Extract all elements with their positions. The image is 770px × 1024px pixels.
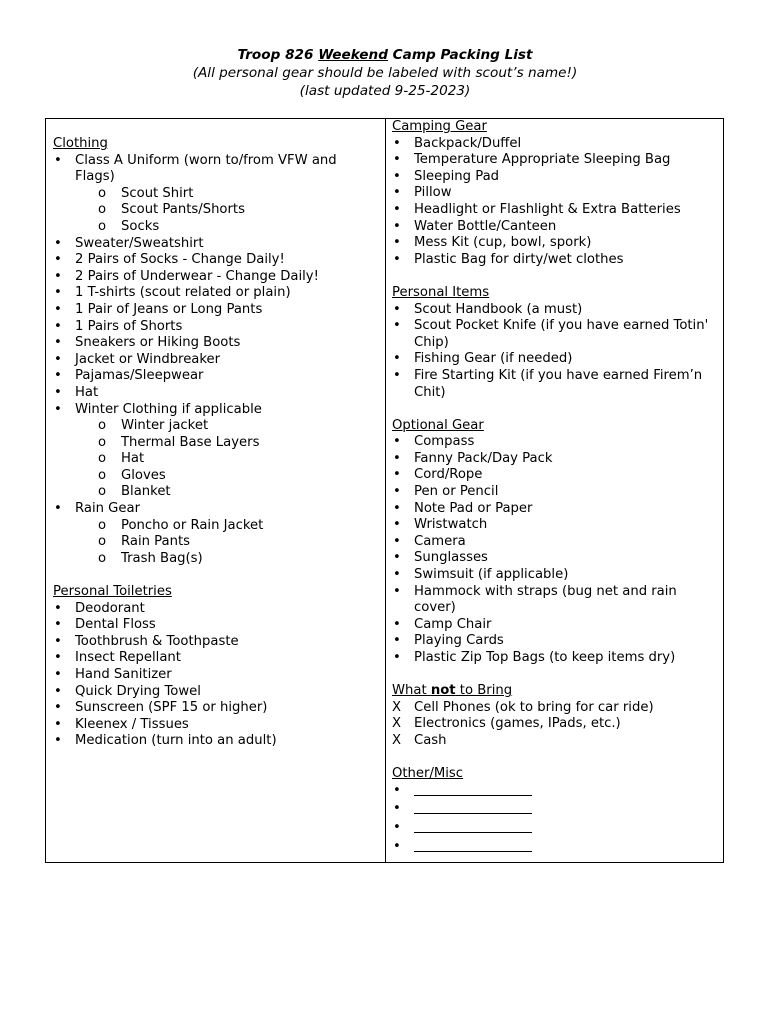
sub-list-item: o Winter jacket xyxy=(98,418,209,434)
other-misc-heading: Other/Misc xyxy=(392,766,464,782)
bullet-icon: • xyxy=(393,616,401,632)
bullet-icon: • xyxy=(54,700,62,716)
list-item: • Sunscreen (SPF 15 or higher) xyxy=(54,700,268,716)
circle-bullet-icon: o xyxy=(98,202,107,218)
list-item: • Pen or Pencil xyxy=(393,484,499,500)
bullet-icon: • xyxy=(54,368,62,384)
list-item: • Hand Sanitizer xyxy=(54,667,172,682)
document-title: Troop 826 Weekend Camp Packing List xyxy=(237,47,533,63)
blank-line xyxy=(414,839,532,852)
bullet-icon: • xyxy=(393,367,401,383)
list-item: • Winter Clothing if applicable xyxy=(54,401,262,417)
bullet-icon: • xyxy=(393,434,401,450)
labeling-note: (All personal gear should be labeled with scout’s name!) xyxy=(192,65,578,81)
bullet-icon: • xyxy=(54,501,62,517)
other-misc-section xyxy=(392,766,717,857)
list-item: • Scout Pocket Knife (if you have earned Totin' Chip) xyxy=(393,318,709,350)
list-item: • Plastic Zip Top Bags (to keep items dry) xyxy=(393,650,676,665)
personal-items-list xyxy=(392,302,717,402)
bullet-icon: • xyxy=(393,235,401,251)
list-item: X Cell Phones (ok to bring for car ride) xyxy=(392,699,654,715)
list-item: • Headlight or Flashlight & Extra Batteries xyxy=(393,201,681,217)
list-item: • Note Pad or Paper xyxy=(393,500,533,516)
list-item: • Pillow xyxy=(393,185,452,201)
list-item: • Pajamas/Sleepwear xyxy=(54,368,204,384)
camping-gear-list xyxy=(392,136,717,269)
bullet-icon: • xyxy=(393,567,401,583)
column-divider xyxy=(385,119,386,862)
x-mark-icon: X xyxy=(392,699,402,715)
bullet-icon: • xyxy=(393,301,401,317)
sub-list-item: o Trash Bag(s) xyxy=(98,550,203,566)
left-column xyxy=(53,136,378,750)
circle-bullet-icon: o xyxy=(98,517,107,533)
blank-line xyxy=(414,801,532,814)
list-item: • Temperature Appropriate Sleeping Bag xyxy=(393,152,671,168)
sub-list-item: o Socks xyxy=(98,218,160,234)
list-item: • 2 Pairs of Socks - Change Daily! xyxy=(54,252,285,268)
bullet-icon: • xyxy=(54,600,62,616)
sub-list-item: o Blanket xyxy=(98,484,171,500)
bullet-icon: • xyxy=(393,251,401,267)
bullet-icon: • xyxy=(54,617,62,633)
not-to-bring-section xyxy=(392,683,717,749)
list-item: • Hammock with straps (bug net and rain cover) xyxy=(393,583,677,616)
bullet-icon: • xyxy=(393,801,401,817)
list-item: • 1 Pair of Jeans or Long Pants xyxy=(54,301,263,317)
list-item: • Cord/Rope xyxy=(393,467,483,483)
not-to-bring-heading: What not to Bring xyxy=(392,683,513,699)
bullet-icon: • xyxy=(393,583,401,599)
toiletries-list xyxy=(53,601,378,750)
list-item: • Deodorant xyxy=(54,600,145,616)
last-updated: (last updated 9-25-2023) xyxy=(299,83,471,99)
blank-list-item xyxy=(392,783,717,802)
bullet-icon: • xyxy=(393,650,401,665)
list-item: • 1 Pairs of Shorts xyxy=(54,318,183,334)
x-mark-icon: X xyxy=(392,716,402,732)
list-item: • Plastic Bag for dirty/wet clothes xyxy=(393,251,624,267)
bullet-icon: • xyxy=(54,318,62,334)
list-item: • Fanny Pack/Day Pack xyxy=(393,450,553,466)
circle-bullet-icon: o xyxy=(98,534,107,550)
blank-list-item xyxy=(392,801,717,820)
list-item: • Compass xyxy=(393,434,475,450)
bullet-icon: • xyxy=(54,152,62,168)
bullet-icon: • xyxy=(54,650,62,666)
circle-bullet-icon: o xyxy=(98,550,107,566)
blank-line xyxy=(414,783,532,796)
list-item: • Hat xyxy=(54,384,99,400)
bullet-icon: • xyxy=(54,733,62,749)
bullet-icon: • xyxy=(54,268,62,284)
bullet-icon: • xyxy=(393,168,401,184)
bullet-icon: • xyxy=(54,285,62,301)
bullet-icon: • xyxy=(393,517,401,533)
bullet-icon: • xyxy=(393,533,401,549)
circle-bullet-icon: o xyxy=(98,218,107,234)
bullet-icon: • xyxy=(393,500,401,516)
bullet-icon: • xyxy=(393,218,401,234)
list-item: • Kleenex / Tissues xyxy=(54,716,189,732)
list-item: • Sunglasses xyxy=(393,550,488,566)
optional-gear-heading: Optional Gear xyxy=(392,417,484,433)
circle-bullet-icon: o xyxy=(98,451,107,467)
blank-list-item xyxy=(392,839,717,858)
list-item: • Playing Cards xyxy=(393,633,504,649)
sub-list-item: o Thermal Base Layers xyxy=(98,434,260,450)
bullet-icon: • xyxy=(54,351,62,367)
list-item: • Toothbrush & Toothpaste xyxy=(54,633,239,649)
list-item: • Wristwatch xyxy=(393,517,488,533)
list-item: X Electronics (games, IPads, etc.) xyxy=(392,716,621,732)
bullet-icon: • xyxy=(393,819,401,835)
list-item: • Fire Starting Kit (if you have earned Firem’n Chit) xyxy=(393,367,703,400)
list-item: X Cash xyxy=(392,732,447,748)
list-item: • Rain Gear xyxy=(54,501,141,517)
circle-bullet-icon: o xyxy=(98,484,107,500)
list-item: • Mess Kit (cup, bowl, spork) xyxy=(393,235,592,251)
packing-table xyxy=(45,118,724,863)
clothing-list xyxy=(53,153,378,568)
not-to-bring-list xyxy=(392,700,717,750)
list-item: • Scout Handbook (a must) xyxy=(393,301,583,317)
bullet-icon: • xyxy=(393,484,401,500)
sub-list-item: o Scout Shirt xyxy=(98,185,194,201)
bullet-icon: • xyxy=(393,152,401,168)
bullet-icon: • xyxy=(393,318,401,334)
sub-list-item: o Gloves xyxy=(98,467,166,483)
list-item: • Medication (turn into an adult) xyxy=(54,733,277,749)
list-item: • Jacket or Windbreaker xyxy=(54,351,221,367)
personal-items-section xyxy=(392,285,717,401)
toiletries-heading: Personal Toiletries xyxy=(53,584,172,600)
bullet-icon: • xyxy=(54,716,62,732)
right-column xyxy=(392,119,717,857)
circle-bullet-icon: o xyxy=(98,185,107,201)
list-item: • Fishing Gear (if needed) xyxy=(393,351,573,367)
bullet-icon: • xyxy=(54,252,62,268)
list-item: • Swimsuit (if applicable) xyxy=(393,567,569,583)
bullet-icon: • xyxy=(54,683,62,699)
list-item: • Backpack/Duffel xyxy=(393,135,522,151)
bullet-icon: • xyxy=(393,838,401,854)
list-item: • Camera xyxy=(393,533,466,549)
bullet-icon: • xyxy=(393,351,401,367)
sub-list-item: o Scout Pants/Shorts xyxy=(98,202,245,218)
bullet-icon: • xyxy=(393,185,401,201)
circle-bullet-icon: o xyxy=(98,418,107,434)
bullet-icon: • xyxy=(54,384,62,400)
list-item: • Class A Uniform (worn to/from VFW and Flags) xyxy=(54,152,337,185)
bullet-icon: • xyxy=(393,201,401,217)
bullet-icon: • xyxy=(393,633,401,649)
bullet-icon: • xyxy=(393,550,401,566)
other-misc-list xyxy=(392,783,717,857)
sub-list-item: o Poncho or Rain Jacket xyxy=(98,517,264,533)
clothing-section xyxy=(53,136,378,567)
camping-gear-section xyxy=(392,119,717,268)
clothing-heading: Clothing xyxy=(53,136,108,151)
list-item: • Water Bottle/Canteen xyxy=(393,218,557,234)
title-emphasis: Weekend xyxy=(318,47,388,63)
optional-gear-list xyxy=(392,434,717,666)
bullet-icon: • xyxy=(54,301,62,317)
sub-list-item: o Hat xyxy=(98,451,145,467)
x-mark-icon: X xyxy=(392,732,402,748)
list-item: • Camp Chair xyxy=(393,616,492,632)
sub-list-item: o Rain Pants xyxy=(98,534,191,550)
bullet-icon: • xyxy=(393,135,401,151)
bullet-icon: • xyxy=(54,667,62,682)
bullet-icon: • xyxy=(54,235,62,251)
bullet-icon: • xyxy=(393,467,401,483)
circle-bullet-icon: o xyxy=(98,467,107,483)
circle-bullet-icon: o xyxy=(98,434,107,450)
bullet-icon: • xyxy=(54,401,62,417)
list-item: • 1 T-shirts (scout related or plain) xyxy=(54,285,291,301)
bullet-icon: • xyxy=(393,450,401,466)
list-item: • 2 Pairs of Underwear - Change Daily! xyxy=(54,268,319,284)
list-item: • Sneakers or Hiking Boots xyxy=(54,335,241,351)
list-item: • Insect Repellant xyxy=(54,650,181,666)
list-item: • Quick Drying Towel xyxy=(54,683,201,699)
personal-items-heading: Personal Items xyxy=(392,284,490,300)
list-item: • Dental Floss xyxy=(54,617,156,633)
document-header xyxy=(0,46,770,100)
blank-list-item xyxy=(392,820,717,839)
bullet-icon: • xyxy=(54,335,62,351)
bullet-icon: • xyxy=(393,782,401,798)
list-item: • Sleeping Pad xyxy=(393,168,500,184)
not-emphasis: not xyxy=(430,683,456,699)
camping-gear-heading: Camping Gear xyxy=(392,119,487,134)
list-item: • Sweater/Sweatshirt xyxy=(54,235,204,251)
blank-line xyxy=(414,820,532,833)
toiletries-section xyxy=(53,584,378,750)
optional-gear-section xyxy=(392,418,717,667)
bullet-icon: • xyxy=(54,633,62,649)
